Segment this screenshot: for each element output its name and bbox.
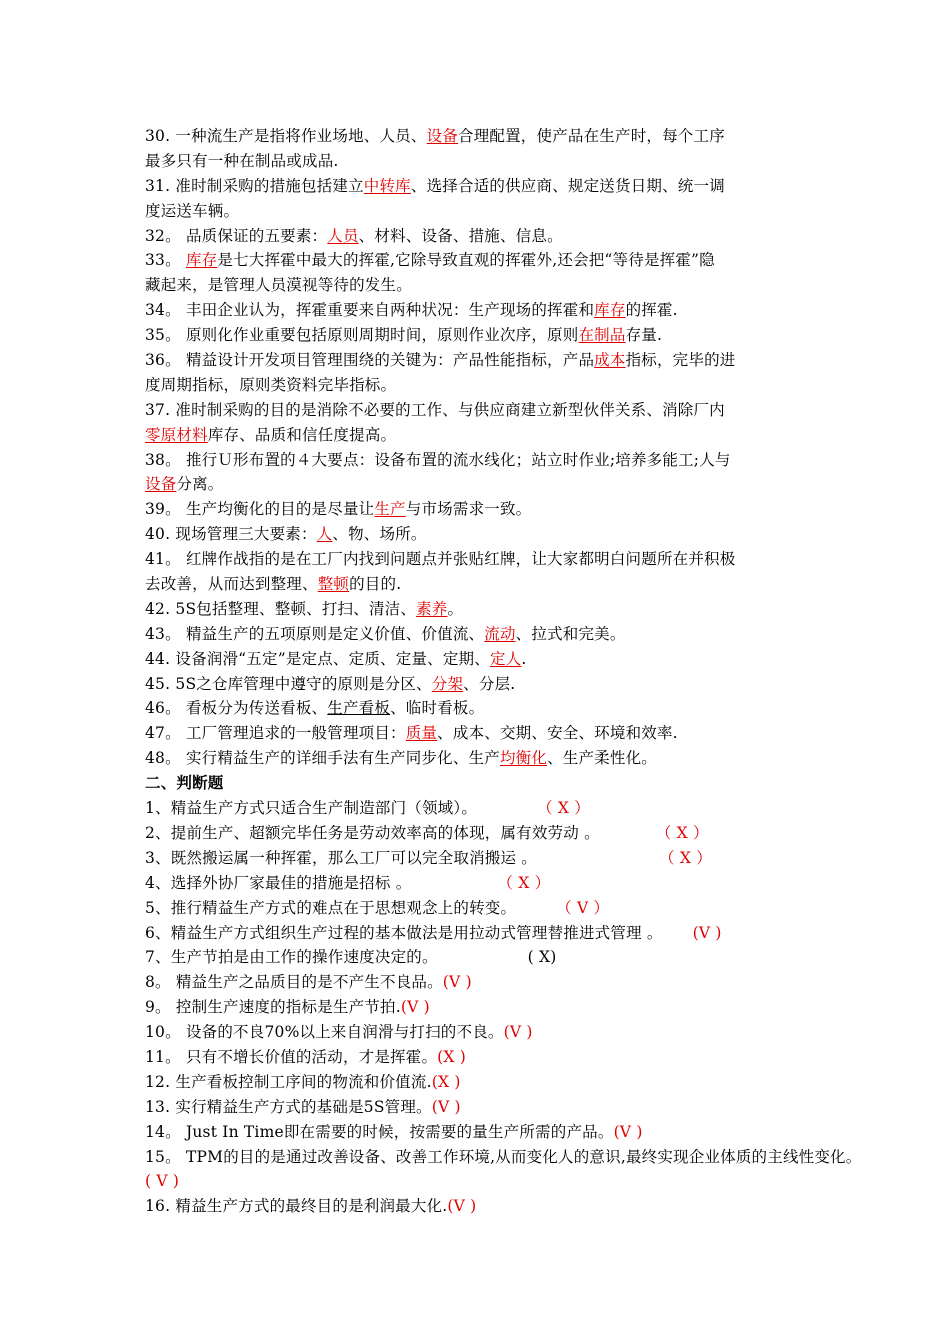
question-text: 藏起来，是管理人员漠视等待的发生。 bbox=[145, 276, 412, 295]
question-line bbox=[145, 597, 945, 622]
answer-blank: 设备 bbox=[426, 127, 458, 145]
question-line bbox=[145, 448, 945, 473]
judgement-text: 14。 Just In Time即在需要的时候，按需要的量生产所需的产品。 bbox=[145, 1122, 614, 1141]
judgement-item bbox=[145, 821, 945, 846]
answer-blank: 生产 bbox=[374, 500, 406, 519]
judgement-item bbox=[145, 1095, 945, 1120]
question-line bbox=[145, 348, 945, 373]
question-line bbox=[145, 497, 945, 522]
question-line bbox=[145, 746, 945, 771]
judgement-answer: （ X ） bbox=[659, 848, 712, 867]
question-text: 30. 一种流生产是指将作业场地、人员、 bbox=[145, 127, 427, 145]
question-line bbox=[145, 472, 945, 497]
question-text: 去改善，从而达到整理、 bbox=[145, 575, 318, 594]
judgement-answer: (V ) bbox=[692, 923, 722, 942]
question-text: 40. 现场管理三大要素： bbox=[145, 525, 317, 544]
question-line bbox=[145, 522, 945, 547]
question-line bbox=[145, 248, 945, 273]
judgement-item bbox=[145, 921, 945, 946]
question-line bbox=[145, 423, 945, 448]
answer-blank: 在制品 bbox=[578, 326, 626, 345]
question-text: 指标，完毕的进 bbox=[625, 351, 736, 370]
judgement-text: 11。 只有不增长价值的活动，才是挥霍。 bbox=[145, 1047, 438, 1066]
judgement-text: 5、推行精益生产方式的难点在于思想观念上的转变。 bbox=[145, 898, 517, 917]
judgement-answer: （ X ） bbox=[537, 799, 590, 818]
question-line bbox=[145, 647, 945, 672]
question-line bbox=[145, 572, 945, 597]
question-line bbox=[145, 323, 945, 348]
answer-blank: 人 bbox=[316, 525, 333, 544]
question-line bbox=[145, 124, 945, 149]
question-text: 、分层. bbox=[463, 674, 516, 693]
question-text: 43。 精益生产的五项原则是定义价值、价值流、 bbox=[145, 624, 485, 643]
judgement-item bbox=[145, 796, 945, 821]
question-line bbox=[145, 547, 945, 572]
question-text: 、生产柔性化。 bbox=[547, 749, 657, 768]
judgement-item bbox=[145, 970, 945, 995]
judgement-answer: （ X ） bbox=[655, 823, 709, 842]
judgement-text: 13. 实行精益生产方式的基础是5S管理。 bbox=[145, 1097, 432, 1116]
question-line bbox=[145, 174, 945, 199]
judgement-answer: ( X) bbox=[527, 948, 557, 967]
question-text: 36。 精益设计开发项目管理围绕的关键为：产品性能指标，产品 bbox=[145, 351, 595, 370]
question-line bbox=[145, 273, 945, 298]
question-line bbox=[145, 696, 945, 721]
document-content bbox=[145, 124, 945, 1219]
question-text: 合理配置，使产品在生产时，每个工序 bbox=[458, 127, 725, 145]
judgement-answer: (V ) bbox=[613, 1122, 643, 1141]
section-title: 二、判断题 bbox=[145, 774, 224, 793]
judgement-item bbox=[145, 1194, 945, 1219]
answer-blank: 素养 bbox=[416, 599, 448, 618]
question-text: 41。 红牌作战指的是在工厂内找到问题点并张贴红牌，让大家都明白问题所在并积极 bbox=[145, 550, 736, 569]
answer-blank: 整顿 bbox=[317, 575, 350, 594]
judgement-item bbox=[145, 945, 945, 970]
answer-blank: 零原材料 bbox=[145, 425, 208, 444]
question-text: . bbox=[521, 649, 527, 668]
question-text: 、拉式和完美。 bbox=[515, 624, 626, 643]
judgement-item bbox=[145, 1169, 945, 1194]
question-text: 是七大挥霍中最大的挥霍,它除导致直观的挥霍外,还会把“等待是挥霍”隐 bbox=[217, 251, 715, 270]
question-text: 与市场需求一致。 bbox=[405, 500, 532, 519]
answer-blank: 分架 bbox=[431, 674, 464, 693]
question-text: 44. 设备润滑“五定”是定点、定质、定量、定期、 bbox=[145, 649, 490, 668]
question-text: 的挥霍. bbox=[625, 301, 678, 320]
question-text: 度周期指标，原则类资料完毕指标。 bbox=[145, 375, 397, 394]
question-line bbox=[145, 224, 945, 249]
question-line bbox=[145, 398, 945, 423]
question-text: 、成本、交期、安全、环境和效率. bbox=[437, 724, 678, 743]
judgement-text: 3、既然搬运属一种挥霍，那么工厂可以完全取消搬运 。 bbox=[145, 848, 537, 867]
judgement-text: 2、提前生产、超额完毕任务是劳动效率高的体现，属有效劳动 。 bbox=[145, 823, 600, 842]
judgement-item bbox=[145, 1120, 945, 1145]
question-text: 存量. bbox=[625, 326, 663, 345]
judgement-text: 10。 设备的不良70%以上来自润滑与打扫的不良。 bbox=[145, 1023, 504, 1042]
judgement-answer: （ X ） bbox=[497, 873, 551, 892]
question-text: 33。 bbox=[145, 251, 186, 270]
answer-blank: 人员 bbox=[327, 226, 359, 245]
underlined-text: 生产看板 bbox=[327, 699, 391, 718]
judgement-text: 8。 精益生产之品质目的是不产生不良品。 bbox=[145, 973, 443, 992]
question-text: 47。 工厂管理追求的一般管理项目： bbox=[145, 724, 406, 743]
judgement-answer: ( V ) bbox=[145, 1172, 180, 1191]
question-text: 45. 5S之仓库管理中遵守的原则是分区、 bbox=[145, 674, 432, 693]
question-text: 度运送车辆。 bbox=[145, 201, 240, 220]
judgement-answer: (V ) bbox=[400, 998, 430, 1017]
question-text: 。 bbox=[447, 599, 464, 618]
question-line bbox=[145, 622, 945, 647]
judgement-text: 7、生产节拍是由工作的操作速度决定的。 bbox=[145, 948, 438, 967]
question-line bbox=[145, 199, 945, 224]
judgement-item bbox=[145, 1070, 945, 1095]
judgement-text: 16. 精益生产方式的最终目的是利润最大化. bbox=[145, 1197, 448, 1216]
question-line bbox=[145, 298, 945, 323]
judgement-text: 6、精益生产方式组织生产过程的基本做法是用拉动式管理替推进式管理 。 bbox=[145, 923, 663, 942]
question-line bbox=[145, 672, 945, 697]
question-text: 39。 生产均衡化的目的是尽量让 bbox=[145, 500, 375, 519]
question-text: 42. 5S包括整理、整顿、打扫、清洁、 bbox=[145, 599, 417, 618]
question-text: 、物、场所。 bbox=[332, 525, 427, 544]
question-text: 库存、品质和信任度提高。 bbox=[207, 425, 397, 444]
question-text: 、临时看板。 bbox=[390, 699, 485, 718]
answer-blank: 流动 bbox=[484, 624, 516, 643]
judgement-item bbox=[145, 846, 945, 871]
judgement-text: 12. 生产看板控制工序间的物流和价值流. bbox=[145, 1072, 432, 1091]
answer-blank: 定人 bbox=[489, 649, 522, 668]
question-text: 的目的. bbox=[349, 575, 402, 594]
judgement-item bbox=[145, 896, 945, 921]
question-text: 48。 实行精益生产的详细手法有生产同步化、生产 bbox=[145, 749, 500, 768]
judgement-answer: (X ) bbox=[437, 1047, 467, 1066]
answer-blank: 库存 bbox=[594, 301, 626, 320]
answer-blank: 中转库 bbox=[363, 176, 411, 195]
question-text: 35。 原则化作业重要包括原则周期时间，原则作业次序，原则 bbox=[145, 326, 579, 345]
judgement-text: 15。 TPM的目的是通过改善设备、改善工作环境,从而变化人的意识,最终实现企业体质的主线性变化。 bbox=[145, 1147, 862, 1166]
judgement-answer: （ V ） bbox=[556, 898, 610, 917]
question-text: 32。 品质保证的五要素： bbox=[145, 226, 328, 245]
question-text: 34。 丰田企业认为，挥霍重要来自两种状况：生产现场的挥霍和 bbox=[145, 301, 595, 320]
answer-blank: 成本 bbox=[594, 351, 626, 370]
answer-blank: 均衡化 bbox=[499, 749, 548, 768]
judgement-answer: (V ) bbox=[503, 1023, 533, 1042]
question-text: 31. 准时制采购的措施包括建立 bbox=[145, 176, 364, 195]
question-line bbox=[145, 721, 945, 746]
answer-blank: 质量 bbox=[405, 724, 438, 743]
question-text: 最多只有一种在制品或成品. bbox=[145, 151, 339, 170]
judgement-answer: (V ) bbox=[442, 973, 472, 992]
question-text: 38。 推行Ｕ形布置的４大要点：设备布置的流水线化；站立时作业;培养多能工;人与 bbox=[145, 450, 731, 469]
judgement-item bbox=[145, 1020, 945, 1045]
question-text: 、材料、设备、措施、信息。 bbox=[358, 226, 563, 245]
judgement-text: 1、精益生产方式只适合生产制造部门（领域）。 bbox=[145, 799, 478, 818]
judgement-answer: (V ) bbox=[431, 1097, 461, 1116]
question-text: 、选择合适的供应商、规定送货日期、统一调 bbox=[410, 176, 725, 195]
judgement-answer: (V ) bbox=[447, 1197, 477, 1216]
answer-blank: 库存 bbox=[185, 251, 218, 270]
question-line bbox=[145, 149, 945, 174]
question-text: 46。 看板分为传送看板、 bbox=[145, 699, 328, 718]
question-text: 37. 准时制采购的目的是消除不必要的工作、与供应商建立新型伙伴关系、消除厂内 bbox=[145, 400, 725, 419]
judgement-item bbox=[145, 1045, 945, 1070]
judgement-item bbox=[145, 871, 945, 896]
question-text: 分离。 bbox=[176, 475, 224, 494]
judgement-item bbox=[145, 1145, 945, 1170]
answer-blank: 设备 bbox=[145, 475, 177, 494]
judgement-answer: (X ) bbox=[431, 1072, 461, 1091]
judgement-text: 9。 控制生产速度的指标是生产节拍. bbox=[145, 998, 401, 1017]
judgement-text: 4、选择外协厂家最佳的措施是招标 。 bbox=[145, 873, 412, 892]
judgement-item bbox=[145, 995, 945, 1020]
question-line bbox=[145, 373, 945, 398]
